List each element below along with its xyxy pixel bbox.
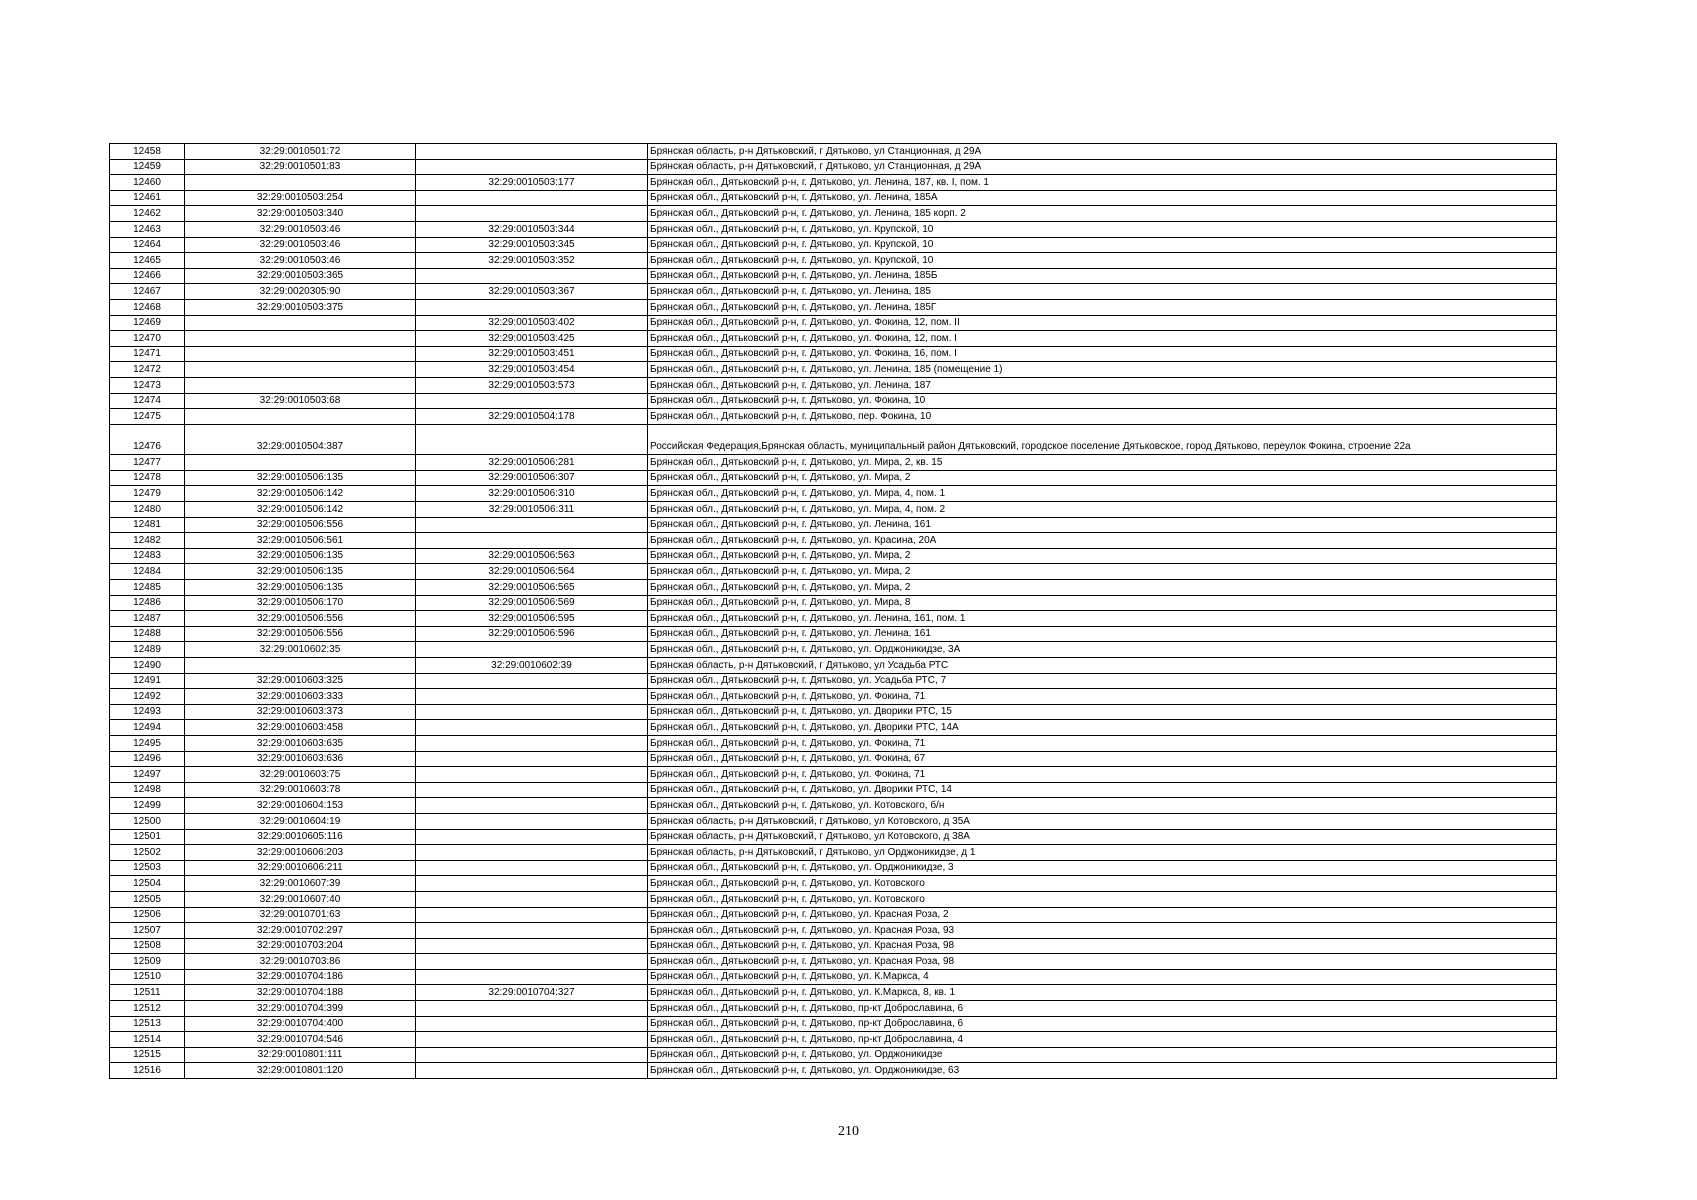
address-cell: Брянская обл., Дятьковский р-н, г. Дятьково, ул. Фокина, 71 [648,689,1557,705]
related-cadastral-number-cell: 32:29:0010506:564 [416,564,648,580]
row-number-cell: 12490 [110,658,185,674]
table-row [110,891,1557,907]
related-cadastral-number-cell [416,876,648,892]
table-row [110,206,1557,222]
row-number-cell: 12514 [110,1032,185,1048]
related-cadastral-number-cell [416,268,648,284]
row-number-cell: 12504 [110,876,185,892]
related-cadastral-number-cell [416,782,648,798]
address-cell: Брянская обл., Дятьковский р-н, г. Дятьково, ул. Ленина, 185 [648,284,1557,300]
table-row [110,923,1557,939]
related-cadastral-number-cell [416,206,648,222]
cadastral-number-cell: 32:29:0010704:188 [185,985,416,1001]
related-cadastral-number-cell [416,1047,648,1063]
address-cell: Брянская обл., Дятьковский р-н, г. Дятьково, ул. Фокина, 16, пом. I [648,346,1557,362]
related-cadastral-number-cell [416,704,648,720]
row-number-cell: 12489 [110,642,185,658]
cadastral-number-cell: 32:29:0010506:556 [185,626,416,642]
table-row [110,424,1557,455]
row-number-cell: 12474 [110,393,185,409]
row-number-cell: 12502 [110,845,185,861]
table-row [110,393,1557,409]
related-cadastral-number-cell: 32:29:0010704:327 [416,985,648,1001]
table-row [110,268,1557,284]
related-cadastral-number-cell: 32:29:0010602:39 [416,658,648,674]
related-cadastral-number-cell [416,1063,648,1079]
cadastral-number-cell: 32:29:0010703:86 [185,954,416,970]
row-number-cell: 12462 [110,206,185,222]
row-number-cell: 12512 [110,1001,185,1017]
table-row [110,159,1557,175]
address-cell: Брянская обл., Дятьковский р-н, г. Дятьково, ул. Ленина, 185 корп. 2 [648,206,1557,222]
table-row [110,1016,1557,1032]
address-cell: Брянская обл., Дятьковский р-н, г. Дятьково, ул. Ленина, 187 [648,377,1557,393]
row-number-cell: 12458 [110,144,185,160]
row-number-cell: 12465 [110,253,185,269]
row-number-cell: 12499 [110,798,185,814]
related-cadastral-number-cell [416,720,648,736]
row-number-cell: 12510 [110,969,185,985]
related-cadastral-number-cell: 32:29:0010503:177 [416,175,648,191]
table-row [110,1032,1557,1048]
cadastral-number-cell: 32:29:0010503:365 [185,268,416,284]
row-number-cell: 12471 [110,346,185,362]
address-cell: Брянская обл., Дятьковский р-н, г. Дятьково, ул. Орджоникидзе, 3 [648,860,1557,876]
address-cell: Брянская обл., Дятьковский р-н, г. Дятьково, ул. Дворики РТС, 14 [648,782,1557,798]
address-cell: Брянская обл., Дятьковский р-н, г. Дятьково, ул. Ленина, 185Г [648,299,1557,315]
cadastral-number-cell: 32:29:0010503:340 [185,206,416,222]
table-row [110,907,1557,923]
address-cell: Брянская обл., Дятьковский р-н, г. Дятьково, ул. К.Маркса, 4 [648,969,1557,985]
address-cell: Брянская обл., Дятьковский р-н, г. Дятьково, ул. К.Маркса, 8, кв. 1 [648,985,1557,1001]
related-cadastral-number-cell [416,393,648,409]
row-number-cell: 12483 [110,548,185,564]
table-row [110,1047,1557,1063]
related-cadastral-number-cell: 32:29:0010503:367 [416,284,648,300]
related-cadastral-number-cell [416,860,648,876]
table-row [110,735,1557,751]
related-cadastral-number-cell: 32:29:0010506:311 [416,502,648,518]
address-cell: Брянская обл., Дятьковский р-н, г. Дятьково, ул. Ленина, 185Б [648,268,1557,284]
cadastral-number-cell: 32:29:0010603:78 [185,782,416,798]
row-number-cell: 12513 [110,1016,185,1032]
row-number-cell: 12468 [110,299,185,315]
cadastral-number-cell: 32:29:0010605:116 [185,829,416,845]
related-cadastral-number-cell [416,767,648,783]
cadastral-number-cell [185,346,416,362]
table-row [110,377,1557,393]
table-row [110,284,1557,300]
address-cell: Брянская обл., Дятьковский р-н, г. Дятьково, ул. Красная Роза, 93 [648,923,1557,939]
cadastral-number-cell: 32:29:0010604:153 [185,798,416,814]
cadastral-number-cell [185,658,416,674]
table-row [110,751,1557,767]
table-row [110,1001,1557,1017]
related-cadastral-number-cell [416,907,648,923]
row-number-cell: 12480 [110,502,185,518]
address-cell: Брянская обл., Дятьковский р-н, г. Дятьково, ул. Красная Роза, 98 [648,954,1557,970]
cadastral-number-cell [185,409,416,425]
cadastral-number-cell: 32:29:0010704:400 [185,1016,416,1032]
row-number-cell: 12460 [110,175,185,191]
cadastral-number-cell: 32:29:0010506:135 [185,548,416,564]
address-cell: Брянская обл., Дятьковский р-н, г. Дятьково, ул. Крупской, 10 [648,253,1557,269]
address-cell: Брянская обл., Дятьковский р-н, г. Дятьково, ул. Красина, 20А [648,533,1557,549]
related-cadastral-number-cell: 32:29:0010503:344 [416,221,648,237]
row-number-cell: 12488 [110,626,185,642]
cadastral-number-cell: 32:29:0010603:333 [185,689,416,705]
row-number-cell: 12478 [110,470,185,486]
row-number-cell: 12485 [110,580,185,596]
address-cell: Брянская обл., Дятьковский р-н, г. Дятьково, ул. Мира, 2, кв. 15 [648,455,1557,471]
cadastral-number-cell: 32:29:0010506:561 [185,533,416,549]
table-row [110,626,1557,642]
related-cadastral-number-cell [416,1016,648,1032]
table-row [110,502,1557,518]
address-cell: Брянская обл., Дятьковский р-н, г. Дятьково, ул. Мира, 2 [648,564,1557,580]
related-cadastral-number-cell: 32:29:0010503:402 [416,315,648,331]
address-cell: Брянская обл., Дятьковский р-н, г. Дятьково, ул. Ленина, 185А [648,190,1557,206]
address-cell: Брянская обл., Дятьковский р-н, г. Дятьково, ул. Котовского [648,876,1557,892]
table-row [110,611,1557,627]
table-row [110,720,1557,736]
address-cell: Брянская обл., Дятьковский р-н, г. Дятьково, ул. Мира, 4, пом. 1 [648,486,1557,502]
table-row [110,642,1557,658]
row-number-cell: 12493 [110,704,185,720]
cadastral-number-cell: 32:29:0010603:458 [185,720,416,736]
address-cell: Брянская обл., Дятьковский р-н, г. Дятьково, ул. Красная Роза, 98 [648,938,1557,954]
address-cell: Брянская обл., Дятьковский р-н, г. Дятьково, ул. Мира, 2 [648,580,1557,596]
related-cadastral-number-cell [416,673,648,689]
related-cadastral-number-cell [416,190,648,206]
table-row [110,486,1557,502]
related-cadastral-number-cell: 32:29:0010506:569 [416,595,648,611]
address-cell: Брянская обл., Дятьковский р-н, г. Дятьково, ул. Котовского, б/н [648,798,1557,814]
related-cadastral-number-cell [416,938,648,954]
related-cadastral-number-cell [416,751,648,767]
address-cell: Брянская обл., Дятьковский р-н, г. Дятьково, ул. Красная Роза, 2 [648,907,1557,923]
table-row [110,658,1557,674]
row-number-cell: 12494 [110,720,185,736]
table-row [110,331,1557,347]
cadastral-number-cell: 32:29:0010603:373 [185,704,416,720]
table-row [110,315,1557,331]
cadastral-number-cell: 32:29:0010702:297 [185,923,416,939]
related-cadastral-number-cell: 32:29:0010506:281 [416,455,648,471]
table-row [110,221,1557,237]
registry-table-body [110,144,1557,1079]
address-cell: Брянская обл., Дятьковский р-н, г. Дятьково, пр-кт Доброславина, 6 [648,1016,1557,1032]
table-row [110,455,1557,471]
cadastral-number-cell: 32:29:0010503:46 [185,237,416,253]
row-number-cell: 12492 [110,689,185,705]
cadastral-number-cell: 32:29:0010503:46 [185,221,416,237]
row-number-cell: 12486 [110,595,185,611]
related-cadastral-number-cell [416,954,648,970]
address-cell: Брянская обл., Дятьковский р-н, г. Дятьково, ул. Крупской, 10 [648,221,1557,237]
table-row [110,548,1557,564]
cadastral-number-cell: 32:29:0010503:68 [185,393,416,409]
address-cell: Брянская обл., Дятьковский р-н, г. Дятьково, ул. Фокина, 10 [648,393,1557,409]
related-cadastral-number-cell: 32:29:0010503:345 [416,237,648,253]
related-cadastral-number-cell [416,1032,648,1048]
address-cell: Брянская область, р-н Дятьковский, г Дятьково, ул Котовского, д 38А [648,829,1557,845]
row-number-cell: 12487 [110,611,185,627]
cadastral-number-cell: 32:29:0010602:35 [185,642,416,658]
related-cadastral-number-cell [416,845,648,861]
table-row [110,1063,1557,1079]
address-cell: Брянская обл., Дятьковский р-н, г. Дятьково, пр-кт Доброславина, 6 [648,1001,1557,1017]
row-number-cell: 12459 [110,159,185,175]
related-cadastral-number-cell: 32:29:0010503:352 [416,253,648,269]
address-cell: Брянская обл., Дятьковский р-н, г. Дятьково, ул. Мира, 8 [648,595,1557,611]
address-cell: Брянская обл., Дятьковский р-н, г. Дятьково, ул. Котовского [648,891,1557,907]
cadastral-number-cell: 32:29:0010603:75 [185,767,416,783]
address-cell: Брянская обл., Дятьковский р-н, г. Дятьково, ул. Ленина, 187, кв. I, пом. 1 [648,175,1557,191]
table-row [110,813,1557,829]
cadastral-number-cell: 32:29:0010703:204 [185,938,416,954]
cadastral-number-cell: 32:29:0010506:135 [185,580,416,596]
cadastral-number-cell: 32:29:0010603:325 [185,673,416,689]
cadastral-number-cell: 32:29:0010506:556 [185,517,416,533]
row-number-cell: 12473 [110,377,185,393]
row-number-cell: 12463 [110,221,185,237]
row-number-cell: 12461 [110,190,185,206]
address-cell: Брянская обл., Дятьковский р-н, г. Дятьково, ул. Дворики РТС, 15 [648,704,1557,720]
address-cell: Брянская область, р-н Дятьковский, г Дятьково, ул Котовского, д 35А [648,813,1557,829]
address-cell: Брянская обл., Дятьковский р-н, г. Дятьково, ул. Мира, 2 [648,548,1557,564]
row-number-cell: 12506 [110,907,185,923]
related-cadastral-number-cell: 32:29:0010503:425 [416,331,648,347]
address-cell: Брянская обл., Дятьковский р-н, г. Дятьково, ул. Ленина, 185 (помещение 1) [648,362,1557,378]
cadastral-number-cell [185,331,416,347]
related-cadastral-number-cell [416,1001,648,1017]
related-cadastral-number-cell [416,891,648,907]
address-cell: Брянская обл., Дятьковский р-н, г. Дятьково, ул. Ленина, 161, пом. 1 [648,611,1557,627]
address-cell: Брянская обл., Дятьковский р-н, г. Дятьково, ул. Мира, 2 [648,470,1557,486]
table-row [110,517,1557,533]
related-cadastral-number-cell: 32:29:0010506:595 [416,611,648,627]
address-cell: Брянская обл., Дятьковский р-н, г. Дятьково, ул. Дворики РТС, 14А [648,720,1557,736]
row-number-cell: 12469 [110,315,185,331]
address-cell: Брянская обл., Дятьковский р-н, г. Дятьково, ул. Фокина, 67 [648,751,1557,767]
cadastral-number-cell: 32:29:0010801:111 [185,1047,416,1063]
address-cell: Брянская обл., Дятьковский р-н, г. Дятьково, ул. Крупской, 10 [648,237,1557,253]
address-cell: Брянская обл., Дятьковский р-н, г. Дятьково, ул. Орджоникидзе, 3А [648,642,1557,658]
table-row [110,876,1557,892]
related-cadastral-number-cell [416,969,648,985]
address-cell: Брянская обл., Дятьковский р-н, г. Дятьково, ул. Фокина, 71 [648,767,1557,783]
cadastral-number-cell: 32:29:0010503:375 [185,299,416,315]
row-number-cell: 12466 [110,268,185,284]
row-number-cell: 12505 [110,891,185,907]
address-cell: Брянская обл., Дятьковский р-н, г. Дятьково, ул. Фокина, 71 [648,735,1557,751]
address-cell: Брянская обл., Дятьковский р-н, г. Дятьково, ул. Фокина, 12, пом. I [648,331,1557,347]
cadastral-number-cell: 32:29:0010506:135 [185,470,416,486]
address-cell: Брянская обл., Дятьковский р-н, г. Дятьково, пер. Фокина, 10 [648,409,1557,425]
cadastral-number-cell: 32:29:0020305:90 [185,284,416,300]
cadastral-number-cell: 32:29:0010501:72 [185,144,416,160]
cadastral-number-cell: 32:29:0010503:46 [185,253,416,269]
table-row [110,175,1557,191]
cadastral-number-cell: 32:29:0010503:254 [185,190,416,206]
row-number-cell: 12495 [110,735,185,751]
related-cadastral-number-cell [416,533,648,549]
cadastral-number-cell [185,315,416,331]
cadastral-number-cell: 32:29:0010506:142 [185,502,416,518]
related-cadastral-number-cell [416,159,648,175]
address-cell: Брянская обл., Дятьковский р-н, г. Дятьково, ул. Мира, 4, пом. 2 [648,502,1557,518]
table-row [110,969,1557,985]
table-row [110,299,1557,315]
row-number-cell: 12491 [110,673,185,689]
row-number-cell: 12464 [110,237,185,253]
row-number-cell: 12496 [110,751,185,767]
cadastral-number-cell: 32:29:0010801:120 [185,1063,416,1079]
address-cell: Брянская область, р-н Дятьковский, г Дятьково, ул Станционная, д 29А [648,144,1557,160]
related-cadastral-number-cell [416,642,648,658]
related-cadastral-number-cell [416,424,648,455]
related-cadastral-number-cell [416,689,648,705]
related-cadastral-number-cell: 32:29:0010506:565 [416,580,648,596]
row-number-cell: 12476 [110,424,185,455]
cadastral-number-cell: 32:29:0010603:635 [185,735,416,751]
related-cadastral-number-cell: 32:29:0010503:573 [416,377,648,393]
related-cadastral-number-cell: 32:29:0010503:451 [416,346,648,362]
row-number-cell: 12484 [110,564,185,580]
row-number-cell: 12516 [110,1063,185,1079]
table-row [110,704,1557,720]
table-row [110,860,1557,876]
table-row [110,829,1557,845]
table-row [110,470,1557,486]
related-cadastral-number-cell [416,923,648,939]
row-number-cell: 12482 [110,533,185,549]
address-cell: Брянская область, р-н Дятьковский, г Дятьково, ул Станционная, д 29А [648,159,1557,175]
row-number-cell: 12507 [110,923,185,939]
row-number-cell: 12470 [110,331,185,347]
row-number-cell: 12511 [110,985,185,1001]
row-number-cell: 12500 [110,813,185,829]
row-number-cell: 12472 [110,362,185,378]
address-cell: Брянская обл., Дятьковский р-н, г. Дятьково, ул. Ленина, 161 [648,626,1557,642]
address-cell: Российская Федерация,Брянская область, муниципальный район Дятьковский, городское поселение Дятьковское, город Дятьково, переулок Фокина, строение 22а [648,424,1557,455]
cadastral-number-cell: 32:29:0010506:170 [185,595,416,611]
address-cell: Брянская область, р-н Дятьковский, г Дятьково, ул Усадьба РТС [648,658,1557,674]
row-number-cell: 12498 [110,782,185,798]
table-row [110,144,1557,160]
row-number-cell: 12508 [110,938,185,954]
cadastral-number-cell: 32:29:0010504:387 [185,424,416,455]
table-row [110,689,1557,705]
row-number-cell: 12501 [110,829,185,845]
address-cell: Брянская обл., Дятьковский р-н, г. Дятьково, пр-кт Доброславина, 4 [648,1032,1557,1048]
cadastral-number-cell: 32:29:0010704:186 [185,969,416,985]
table-row [110,954,1557,970]
cadastral-number-cell: 32:29:0010603:636 [185,751,416,767]
related-cadastral-number-cell: 32:29:0010506:596 [416,626,648,642]
cadastral-number-cell: 32:29:0010607:40 [185,891,416,907]
row-number-cell: 12497 [110,767,185,783]
cadastral-number-cell: 32:29:0010506:556 [185,611,416,627]
table-row [110,938,1557,954]
related-cadastral-number-cell [416,813,648,829]
address-cell: Брянская обл., Дятьковский р-н, г. Дятьково, ул. Орджоникидзе [648,1047,1557,1063]
cadastral-number-cell [185,175,416,191]
related-cadastral-number-cell [416,735,648,751]
cadastral-number-cell: 32:29:0010506:135 [185,564,416,580]
cadastral-number-cell: 32:29:0010501:83 [185,159,416,175]
table-row [110,533,1557,549]
cadastral-number-cell: 32:29:0010604:19 [185,813,416,829]
row-number-cell: 12479 [110,486,185,502]
address-cell: Брянская обл., Дятьковский р-н, г. Дятьково, ул. Орджоникидзе, 63 [648,1063,1557,1079]
related-cadastral-number-cell [416,829,648,845]
table-row [110,798,1557,814]
related-cadastral-number-cell: 32:29:0010506:307 [416,470,648,486]
table-row [110,362,1557,378]
row-number-cell: 12475 [110,409,185,425]
table-row [110,580,1557,596]
table-row [110,346,1557,362]
table-row [110,782,1557,798]
table-row [110,595,1557,611]
related-cadastral-number-cell [416,144,648,160]
table-row [110,845,1557,861]
table-row [110,253,1557,269]
row-number-cell: 12477 [110,455,185,471]
related-cadastral-number-cell: 32:29:0010503:454 [416,362,648,378]
row-number-cell: 12515 [110,1047,185,1063]
table-row [110,985,1557,1001]
cadastral-number-cell [185,377,416,393]
row-number-cell: 12509 [110,954,185,970]
table-row [110,237,1557,253]
table-row [110,190,1557,206]
address-cell: Брянская обл., Дятьковский р-н, г. Дятьково, ул. Фокина, 12, пом. II [648,315,1557,331]
cadastral-number-cell [185,455,416,471]
cadastral-number-cell: 32:29:0010606:211 [185,860,416,876]
table-row [110,409,1557,425]
cadastral-number-cell: 32:29:0010606:203 [185,845,416,861]
table-row [110,673,1557,689]
address-cell: Брянская область, р-н Дятьковский, г Дятьково, ул Орджоникидзе, д 1 [648,845,1557,861]
cadastral-number-cell: 32:29:0010607:39 [185,876,416,892]
row-number-cell: 12481 [110,517,185,533]
related-cadastral-number-cell [416,299,648,315]
row-number-cell: 12467 [110,284,185,300]
related-cadastral-number-cell [416,798,648,814]
cadastral-number-cell: 32:29:0010506:142 [185,486,416,502]
address-cell: Брянская обл., Дятьковский р-н, г. Дятьково, ул. Ленина, 161 [648,517,1557,533]
cadastral-number-cell: 32:29:0010704:546 [185,1032,416,1048]
related-cadastral-number-cell [416,517,648,533]
related-cadastral-number-cell: 32:29:0010504:178 [416,409,648,425]
address-cell: Брянская обл., Дятьковский р-н, г. Дятьково, ул. Усадьба РТС, 7 [648,673,1557,689]
cadastral-number-cell: 32:29:0010704:399 [185,1001,416,1017]
related-cadastral-number-cell: 32:29:0010506:310 [416,486,648,502]
page-number: 210 [838,1124,859,1139]
cadastral-number-cell [185,362,416,378]
registry-table [109,143,1557,1079]
related-cadastral-number-cell: 32:29:0010506:563 [416,548,648,564]
cadastral-number-cell: 32:29:0010701:63 [185,907,416,923]
table-row [110,564,1557,580]
row-number-cell: 12503 [110,860,185,876]
table-row [110,767,1557,783]
